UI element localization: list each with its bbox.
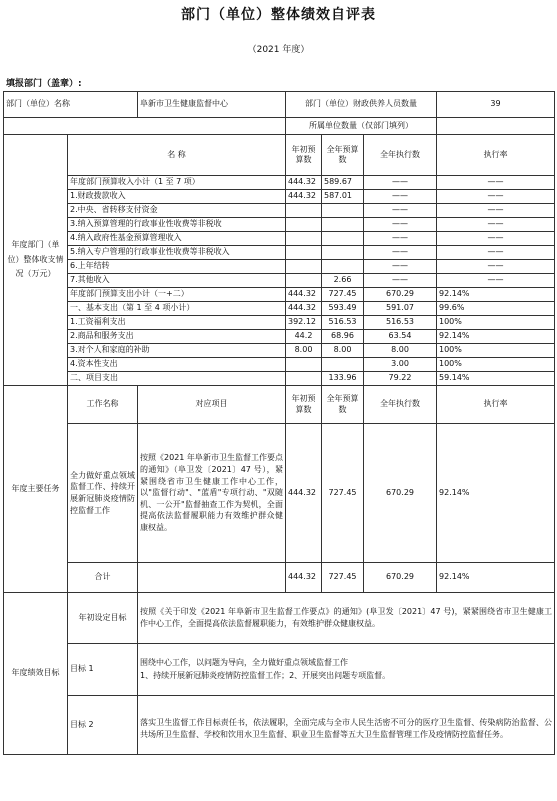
budget-header-row <box>4 135 555 176</box>
row-executed: 670.29 <box>364 288 437 302</box>
goals-section-label: 年度绩效目标 <box>4 593 68 755</box>
row-initial: 8.00 <box>286 344 322 358</box>
goal-2-row <box>4 696 555 755</box>
row-rate: 92.14% <box>437 330 555 344</box>
row-executed: 8.00 <box>364 344 437 358</box>
row-executed: 63.54 <box>364 330 437 344</box>
task-budget: 727.45 <box>322 424 364 563</box>
report-year: （2021 年度） <box>247 45 310 55</box>
tasks-section-label: 年度主要任务 <box>4 386 68 593</box>
row-budget: 516.53 <box>322 316 364 330</box>
task-rate: 92.14% <box>437 424 555 563</box>
table-row <box>4 358 555 372</box>
row-name: 1.财政拨款收入 <box>68 190 286 204</box>
row-budget: 593.49 <box>322 302 364 316</box>
row-rate: —— <box>437 204 555 218</box>
col-task-item: 对应项目 <box>138 386 286 424</box>
table-row <box>4 218 555 232</box>
staff-count-value: 39 <box>437 92 555 118</box>
row-name: 7.其他收入 <box>68 274 286 288</box>
col-name: 名 称 <box>68 135 286 176</box>
row-name: 年度部门预算支出小计（一+二） <box>68 288 286 302</box>
col-task-executed: 全年执行数 <box>364 386 437 424</box>
row-initial: 44.2 <box>286 330 322 344</box>
row-executed: —— <box>364 176 437 190</box>
goal-2-text: 落实卫生监督工作目标责任书，依法履职，全面完成与全市人民生活密不可分的医疗卫生监督、传染病防治监督、公共场所卫生监督、学校和饮用水卫生监督、职业卫生监督等五大卫生监督管理工作及疫情防控监督任务。 <box>138 696 555 755</box>
row-executed: —— <box>364 204 437 218</box>
table-row <box>4 316 555 330</box>
initial-goal-label: 年初设定目标 <box>68 593 138 644</box>
tasks-total-row <box>4 563 555 593</box>
table-row <box>4 372 555 386</box>
table-row <box>4 176 555 190</box>
table-row <box>4 344 555 358</box>
row-initial <box>286 260 322 274</box>
row-budget <box>322 260 364 274</box>
row-executed: —— <box>364 246 437 260</box>
col-execution-rate: 执行率 <box>437 135 555 176</box>
tasks-header-row <box>4 386 555 424</box>
budget-section-label: 年度部门（单位）整体收支情况（万元） <box>4 135 68 386</box>
task-executed: 670.29 <box>364 424 437 563</box>
row-budget: 133.96 <box>322 372 364 386</box>
row-initial <box>286 274 322 288</box>
row-budget <box>322 246 364 260</box>
row-name: 二、项目支出 <box>68 372 286 386</box>
row-initial: 444.32 <box>286 302 322 316</box>
row-initial <box>286 232 322 246</box>
col-task-budget: 全年预算数 <box>322 386 364 424</box>
row-rate: —— <box>437 246 555 260</box>
col-task-rate: 执行率 <box>437 386 555 424</box>
dept-name-row <box>4 92 555 118</box>
row-budget <box>322 358 364 372</box>
row-budget: 727.45 <box>322 288 364 302</box>
row-name: 5.纳入专户管理的行政事业性收费等非税收入 <box>68 246 286 260</box>
table-row <box>4 274 555 288</box>
col-task-initial: 年初预算数 <box>286 386 322 424</box>
row-rate: 100% <box>437 344 555 358</box>
row-budget <box>322 204 364 218</box>
row-initial <box>286 372 322 386</box>
table-row <box>4 190 555 204</box>
row-rate: —— <box>437 232 555 246</box>
table-row <box>4 260 555 274</box>
row-executed: —— <box>364 218 437 232</box>
goal-initial-row <box>4 593 555 644</box>
table-row <box>4 302 555 316</box>
row-rate: —— <box>437 218 555 232</box>
initial-goal-text: 按照《关于印发《2021 年阜新市卫生监督工作要点》的通知》(阜卫发〔2021〕47 号)，紧紧围绕省市卫生健康工作中心工作，全面提高依法监督履职能力，有效维护群众健康权益。 <box>138 593 555 644</box>
row-rate: 59.14% <box>437 372 555 386</box>
total-executed: 670.29 <box>364 563 437 593</box>
row-executed: —— <box>364 260 437 274</box>
goal-1-line-2: 1、持续开展新冠肺炎疫情防控监督工作；2、开展突出问题专项监督。 <box>140 670 391 680</box>
task-name: 全力做好重点领域监督工作、持续开展新冠肺炎疫情防控监督工作 <box>68 424 138 563</box>
goal-1-line-1: 围绕中心工作，以问题为导向，全力做好重点领域监督工作 <box>140 657 348 667</box>
row-rate: —— <box>437 190 555 204</box>
row-name: 年度部门预算收入小计（1 至 7 项） <box>68 176 286 190</box>
row-name: 3.纳入预算管理的行政事业性收费等非税收 <box>68 218 286 232</box>
subordinate-count-row <box>4 118 555 135</box>
row-rate: 100% <box>437 358 555 372</box>
total-rate: 92.14% <box>437 563 555 593</box>
row-budget: 68.96 <box>322 330 364 344</box>
col-full-year-budget: 全年预算数 <box>322 135 364 176</box>
table-row <box>4 288 555 302</box>
row-budget: 8.00 <box>322 344 364 358</box>
table-row <box>4 232 555 246</box>
row-budget: 2.66 <box>322 274 364 288</box>
goal-1-row <box>4 644 555 696</box>
task-row <box>4 424 555 563</box>
row-initial: 392.12 <box>286 316 322 330</box>
row-name: 一、基本支出（第 1 至 4 项小计） <box>68 302 286 316</box>
row-rate: —— <box>437 274 555 288</box>
total-budget: 727.45 <box>322 563 364 593</box>
row-name: 4.纳入政府性基金预算管理收入 <box>68 232 286 246</box>
row-initial <box>286 204 322 218</box>
row-name: 4.资本性支出 <box>68 358 286 372</box>
row-rate: —— <box>437 176 555 190</box>
row-executed: 516.53 <box>364 316 437 330</box>
total-initial: 444.32 <box>286 563 322 593</box>
row-budget: 587.01 <box>322 190 364 204</box>
row-rate: —— <box>437 260 555 274</box>
row-executed: 591.07 <box>364 302 437 316</box>
row-initial: 444.32 <box>286 288 322 302</box>
row-budget: 589.67 <box>322 176 364 190</box>
row-executed: —— <box>364 190 437 204</box>
row-executed: —— <box>364 274 437 288</box>
total-label: 合计 <box>68 563 138 593</box>
goal-1-label: 目标 1 <box>68 644 138 696</box>
row-rate: 100% <box>437 316 555 330</box>
row-initial <box>286 218 322 232</box>
col-full-year-executed: 全年执行数 <box>364 135 437 176</box>
row-name: 1.工资福利支出 <box>68 316 286 330</box>
row-executed: —— <box>364 232 437 246</box>
filling-department-label: 填报部门（盖章）: <box>6 79 82 89</box>
row-executed: 79.22 <box>364 372 437 386</box>
dept-name-label: 部门（单位）名称 <box>4 92 138 118</box>
row-name: 2.中央、省转移支付资金 <box>68 204 286 218</box>
goal-1-text <box>138 644 555 696</box>
row-initial: 444.32 <box>286 176 322 190</box>
row-executed: 3.00 <box>364 358 437 372</box>
task-initial: 444.32 <box>286 424 322 563</box>
self-evaluation-table <box>3 91 555 755</box>
table-row <box>4 246 555 260</box>
row-initial <box>286 246 322 260</box>
row-initial <box>286 358 322 372</box>
row-rate: 99.6% <box>437 302 555 316</box>
subordinate-count-label: 所属单位数量（仅部门填列） <box>286 118 437 135</box>
page-title: 部门（单位）整体绩效自评表 <box>181 7 376 23</box>
staff-count-label: 部门（单位）财政供养人员数量 <box>286 92 437 118</box>
subordinate-count-value <box>437 118 555 135</box>
row-name: 6.上年结转 <box>68 260 286 274</box>
col-initial-budget: 年初预算数 <box>286 135 322 176</box>
table-row <box>4 330 555 344</box>
task-item: 按照《2021 年阜新市卫生监督工作要点的通知》（阜卫发〔2021〕47 号），紧紧围绕省市卫生健康工作中心工作，以"监督行动"、"蓝盾"专项行动、"双随机、一公开"监督抽查工作为契机，全面提高依法监督履职能力有效维护群众健康权益。 <box>138 424 286 563</box>
table-row <box>4 204 555 218</box>
row-name: 3.对个人和家庭的补助 <box>68 344 286 358</box>
row-budget <box>322 218 364 232</box>
dept-name-value: 阜新市卫生健康监督中心 <box>138 92 286 118</box>
row-name: 2.商品和服务支出 <box>68 330 286 344</box>
goal-2-label: 目标 2 <box>68 696 138 755</box>
row-rate: 92.14% <box>437 288 555 302</box>
row-budget <box>322 232 364 246</box>
col-task-name: 工作名称 <box>68 386 138 424</box>
row-initial: 444.32 <box>286 190 322 204</box>
